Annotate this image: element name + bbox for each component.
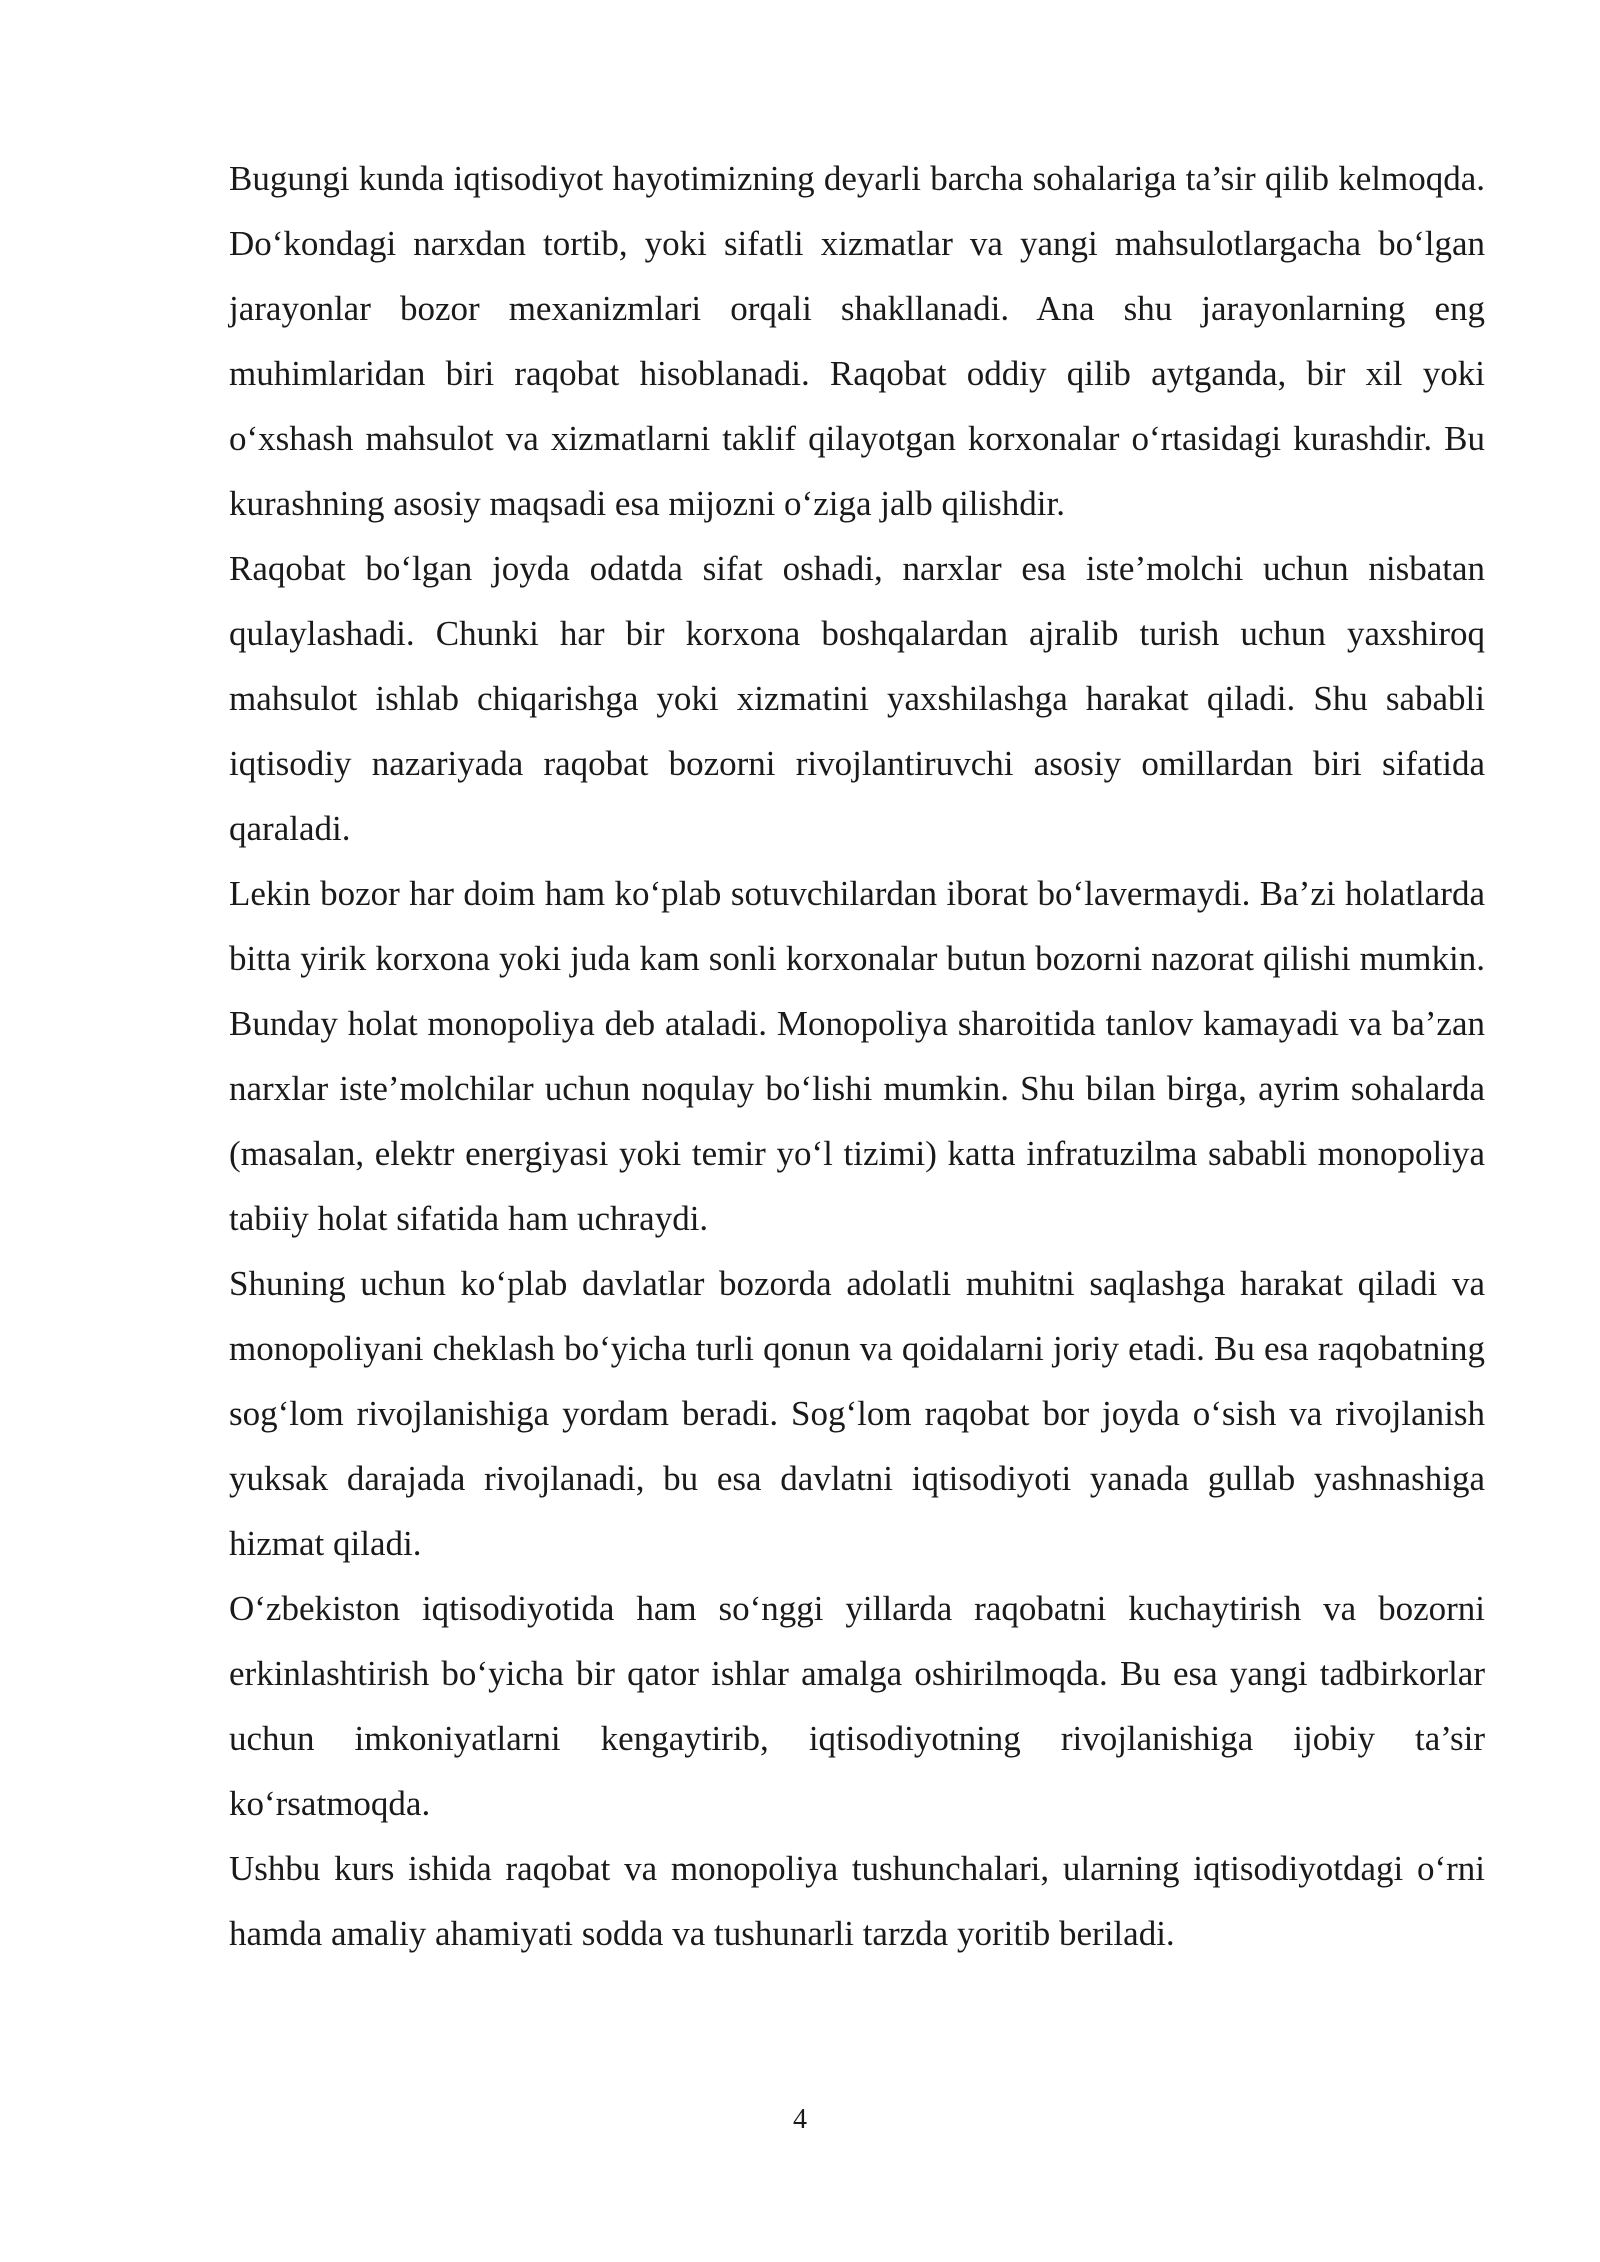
text-body bbox=[229, 146, 1485, 1966]
page-number: 4 bbox=[793, 2104, 807, 2135]
paragraph-2: Raqobat bo‘lgan joyda odatda sifat oshadi, narxlar esa iste’molchi uchun nisbatan qulaylashadi. Chunki har bir korxona boshqalardan ajralib turish uchun yaxshiroq mahsulot ishlab chiqarishga yoki xizmatini yaxshilashga harakat qiladi. Shu sababli iqtisodiy nazariyada raqobat bozorni rivojlantiruvchi asosiy omillardan biri sifatida qaraladi. bbox=[229, 549, 1485, 848]
paragraph-6: Ushbu kurs ishida raqobat va monopoliya tushunchalari, ularning iqtisodiyotdagi o‘rni hamda amaliy ahamiyati sodda va tushunarli tarzda yoritib beriladi. bbox=[229, 1849, 1485, 1953]
paragraph-4: Shuning uchun ko‘plab davlatlar bozorda adolatli muhitni saqlashga harakat qiladi va monopoliyani cheklash bo‘yicha turli qonun va qoidalarni joriy etadi. Bu esa raqobatning sog‘lom rivojlanishiga yordam beradi. Sog‘lom raqobat bor joyda o‘sish va rivojlanish yuksak darajada rivojlanadi, bu esa davlatni iqtisodiyoti yanada gullab yashnashiga hizmat qiladi. bbox=[229, 1264, 1485, 1563]
paragraph-1: Bugungi kunda iqtisodiyot hayotimizning deyarli barcha sohalariga ta’sir qilib kelmoqda. Do‘kondagi narxdan tortib, yoki sifatli xizmatlar va yangi mahsulotlargacha bo‘lgan jarayonlar bozor mexanizmlari orqali shakllanadi. Ana shu jarayonlarning eng muhimlaridan biri raqobat hisoblanadi. Raqobat oddiy qilib aytganda, bir xil yoki o‘xshash mahsulot va xizmatlarni taklif qilayotgan korxonalar o‘rtasidagi kurashdir. Bu kurashning asosiy maqsadi esa mijozni o‘ziga jalb qilishdir. bbox=[229, 159, 1485, 523]
paragraph-5: O‘zbekiston iqtisodiyotida ham so‘nggi yillarda raqobatni kuchaytirish va bozorni erkinlashtirish bo‘yicha bir qator ishlar amalga oshirilmoqda. Bu esa yangi tadbirkorlar uchun imkoniyatlarni kengaytirib, iqtisodiyotning rivojlanishiga ijobiy ta’sir ko‘rsatmoqda. bbox=[229, 1589, 1485, 1823]
paragraph-3: Lekin bozor har doim ham ko‘plab sotuvchilardan iborat bo‘lavermaydi. Ba’zi holatlarda bitta yirik korxona yoki juda kam sonli korxonalar butun bozorni nazorat qilishi mumkin. Bunday holat monopoliya deb ataladi. Monopoliya sharoitida tanlov kamayadi va ba’zan narxlar iste’molchilar uchun noqulay bo‘lishi mumkin. Shu bilan birga, ayrim sohalarda (masalan, elektr energiyasi yoki temir yo‘l tizimi) katta infratuzilma sababli monopoliya tabiiy holat sifatida ham uchraydi. bbox=[229, 874, 1485, 1238]
